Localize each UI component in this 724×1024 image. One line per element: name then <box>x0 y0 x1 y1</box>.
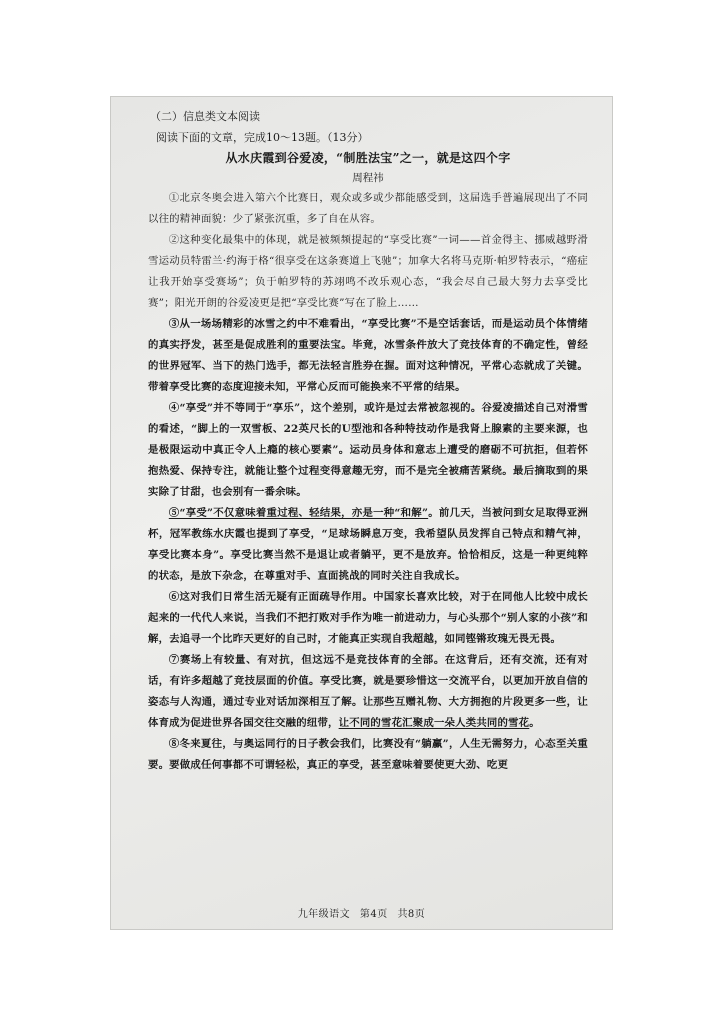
paragraph-1: ①北京冬奥会进入第六个比赛日，观众或多或少都能感受到，这届选手普遍展现出了不同以往的精神面貌：少了紧张沉重，多了自在从容。 <box>148 192 588 225</box>
underlined-sentence-5: ⑤“享受”不仅意味着重过程、轻结果，亦是一种“和解” <box>168 507 429 519</box>
underlined-sentence-7: 让不同的雪花汇聚成一朵人类共同的雪花 <box>338 717 530 729</box>
paragraph-7-main: ⑦赛场上有较量、有对抗，但这远不是竞技体育的全部。在这背后，还有交流，还有对话，有许多超越了竞技层面的价值。享受比赛，就是要珍惜这一交流平台，以更加开放自信的姿态与人沟通，通过专业对话加深相互了解。让那些互赠礼物、大方拥抱的片段更多一些，让体育成为促进世界各国交往交融的纽带， <box>148 654 588 729</box>
section-heading: （二）信息类文本阅读 <box>150 110 260 123</box>
page-footer <box>110 905 613 920</box>
question-instruction: 阅读下面的文章，完成10～13题。（13分） <box>156 131 369 144</box>
paragraph-3: ③从一场场精彩的冰雪之约中不难看出，“享受比赛”不是空话套话，而是运动员个体情绪的真实抒发，甚至是促成胜利的重要法宝。毕竟，冰雪条件放大了竞技体育的不确定性，曾经的世界冠军、当下的热门选手，都无法轻言胜券在握。面对这种情况，平常心态就成了关键。带着享受比赛的态度迎接未知，平常心反而可能换来不平常的结果。 <box>148 318 588 393</box>
article-author: 周程祎 <box>352 172 384 184</box>
paragraph-7 <box>148 650 588 734</box>
footer-total-pages: 共8页 <box>397 909 426 920</box>
article-title: 从水庆霞到谷爱凌，“制胜法宝”之一，就是这四个字 <box>225 151 511 165</box>
exam-page <box>110 96 613 930</box>
paragraph-5 <box>148 503 588 587</box>
paragraph-8: ⑧冬来夏往，与奥运同行的日子教会我们，比赛没有“躺赢”，人生无需努力，心态至关重要。要做成任何事都不可谓轻松，真正的享受，甚至意味着要使更大劲、吃更 <box>148 738 588 771</box>
paragraph-4: ④“享受”并不等同于“享乐”，这个差别，或许是过去常被忽视的。谷爱凌描述自己对滑雪的看述，“脚上的一双雪板、22英尺长的U型池和各种特技动作是我肾上腺素的主要来源，也是极限运动中真正令人上瘾的核心要素”。运动员身体和意志上遭受的磨砺不可抗拒，但若怀抱热爱、保持专注，就能让整个过程变得意趣无穷，而不是完全被痛苦紧绕。最后摘取到的果实除了甘甜，也会别有一番余味。 <box>148 402 588 498</box>
paragraph-6: ⑥这对我们日常生活无疑有正面疏导作用。中国家长喜欢比较，对于在同他人比较中成长起来的一代代人来说，当我们不把打败对手作为唯一前进动力，与心头那个“别人家的小孩”和解，去追寻一个比昨天更好的自己时，才能真正实现自我超越，如同铿锵玫瑰无畏无畏。 <box>148 591 588 645</box>
paragraph-7-end: 。 <box>529 717 540 729</box>
footer-page-number: 第4页 <box>359 909 388 920</box>
paragraph-5-rest: 。前几天，当被问到女足取得亚洲杯，冠军教练水庆霞也提到了享受，“足球场瞬息万变，我希望队员发挥自己特点和精气神，享受比赛本身”。享受比赛当然不是退让或者躺平，更不是放弃。恰恰相反，这是一种更纯粹的状态，是放下杂念，在尊重对手、直面挑战的同时关注自我成长。 <box>148 507 589 582</box>
footer-subject: 九年级语文 <box>297 909 351 920</box>
paragraph-2: ②这种变化最集中的体现，就是被频频提起的“享受比赛”一词——首金得主、挪威越野滑雪运动员特雷兰·约海于格“很享受在这条赛道上飞驰”；加拿大名将马克斯·帕罗特表示，“癌症让我开始享受赛场”；负于帕罗特的苏翊鸣不改乐观心态，“我会尽自己最大努力去享受比赛”；阳光开朗的谷爱凌更是把“享受比赛”写在了脸上…… <box>148 234 588 309</box>
reading-section <box>148 106 588 776</box>
